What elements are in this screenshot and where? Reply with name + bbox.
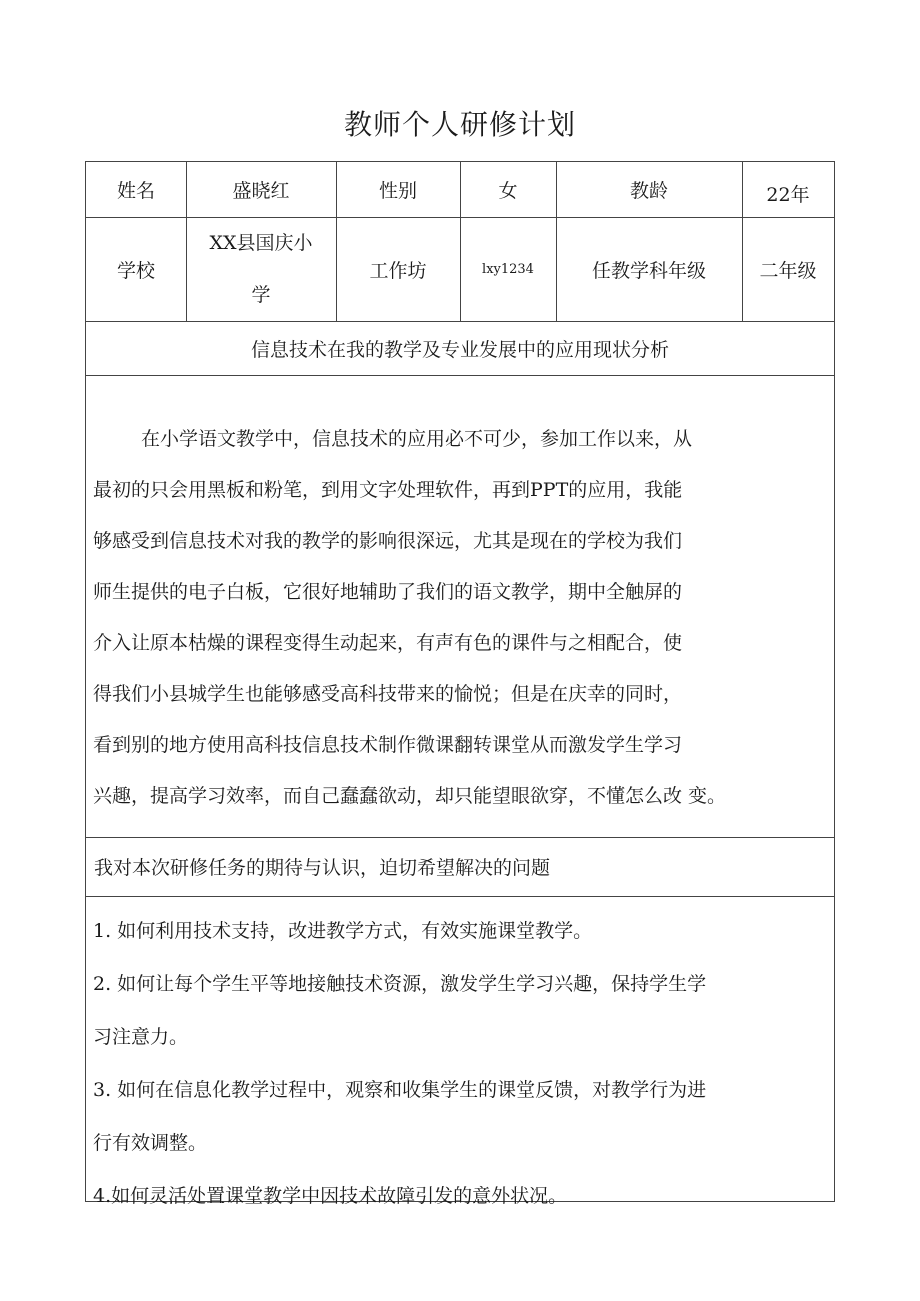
expectation-items xyxy=(93,905,793,1223)
paragraph-line: 兴趣，提高学习效率，而自己蠢蠢欲动，却只能望眼欲穿，不懂怎么改 变。 xyxy=(93,785,727,807)
teaching-age-value xyxy=(742,166,834,221)
name-value xyxy=(186,162,336,217)
paragraph-line: 在小学语文教学中，信息技术的应用必不可少，参加工作以来，从 xyxy=(141,428,693,450)
paragraph-line: 师生提供的电子白板，它很好地辅助了我们的语文教学，期中全触屏的 xyxy=(93,581,683,603)
row-divider xyxy=(86,375,834,376)
subject-grade-value-text: 二年级 xyxy=(759,259,817,282)
workshop-value-text: lxy1234 xyxy=(482,261,534,277)
school-value xyxy=(186,217,336,321)
gender-value-text: 女 xyxy=(498,180,518,202)
gender-label-text: 性别 xyxy=(378,180,417,202)
expectation-section-heading-text: 我对本次研修任务的期待与认识，迫切希望解决的问题 xyxy=(94,857,551,879)
expectation-section-heading xyxy=(94,837,550,896)
school-value-line1: XX县国庆小 xyxy=(209,232,313,254)
teaching-age-value-text: 22年 xyxy=(766,184,810,206)
paragraph-line: 看到别的地方使用高科技信息技术制作微课翻转课堂从而激发学生学习 xyxy=(93,734,683,756)
analysis-paragraph xyxy=(93,414,773,822)
list-item: 4.如何灵活处置课堂教学中因技术故障引发的意外状况。 xyxy=(93,1185,568,1207)
teaching-age-label xyxy=(556,162,742,217)
gender-label xyxy=(336,162,460,217)
school-label-text: 学校 xyxy=(116,259,155,282)
paragraph-line: 最初的只会用黑板和粉笔，到用文字处理软件，再到PPT的应用，我能 xyxy=(93,479,683,501)
document-title: 教师个人研修计划 xyxy=(343,108,576,141)
teaching-age-label-text: 教龄 xyxy=(629,180,668,202)
analysis-section-heading xyxy=(86,321,834,375)
workshop-label-text: 工作坊 xyxy=(369,259,427,282)
analysis-section-heading-text: 信息技术在我的教学及专业发展中的应用现状分析 xyxy=(250,338,669,361)
workshop-value xyxy=(460,217,556,321)
subject-grade-label-text: 任教学科年级 xyxy=(591,259,706,282)
paragraph-line: 得我们小县城学生也能够感受高科技带来的愉悦；但是在庆幸的同时， xyxy=(93,683,683,705)
paragraph-line: 介入让原本枯燥的课程变得生动起来，有声有色的课件与之相配合，使 xyxy=(93,632,683,654)
list-item: 习注意力。 xyxy=(93,1026,189,1048)
paragraph-line: 够感受到信息技术对我的教学的影响很深远，尤其是现在的学校为我们 xyxy=(93,530,683,552)
school-label xyxy=(86,217,186,321)
row-divider xyxy=(86,896,834,897)
list-item: 行有效调整。 xyxy=(93,1132,208,1154)
name-label-text: 姓名 xyxy=(116,180,155,202)
list-item: 3. 如何在信息化教学过程中，观察和收集学生的课堂反馈，对教学行为进 xyxy=(93,1079,707,1101)
list-item: 1. 如何利用技术支持，改进教学方式，有效实施课堂教学。 xyxy=(93,920,593,942)
gender-value xyxy=(460,162,556,217)
name-value-text: 盛晓红 xyxy=(232,180,290,202)
workshop-label xyxy=(336,217,460,321)
list-item: 2. 如何让每个学生平等地接触技术资源，激发学生学习兴趣，保持学生学 xyxy=(93,973,707,995)
name-label xyxy=(86,162,186,217)
school-value-line2: 学 xyxy=(251,284,271,306)
subject-grade-value xyxy=(742,217,834,321)
subject-grade-label xyxy=(556,217,742,321)
